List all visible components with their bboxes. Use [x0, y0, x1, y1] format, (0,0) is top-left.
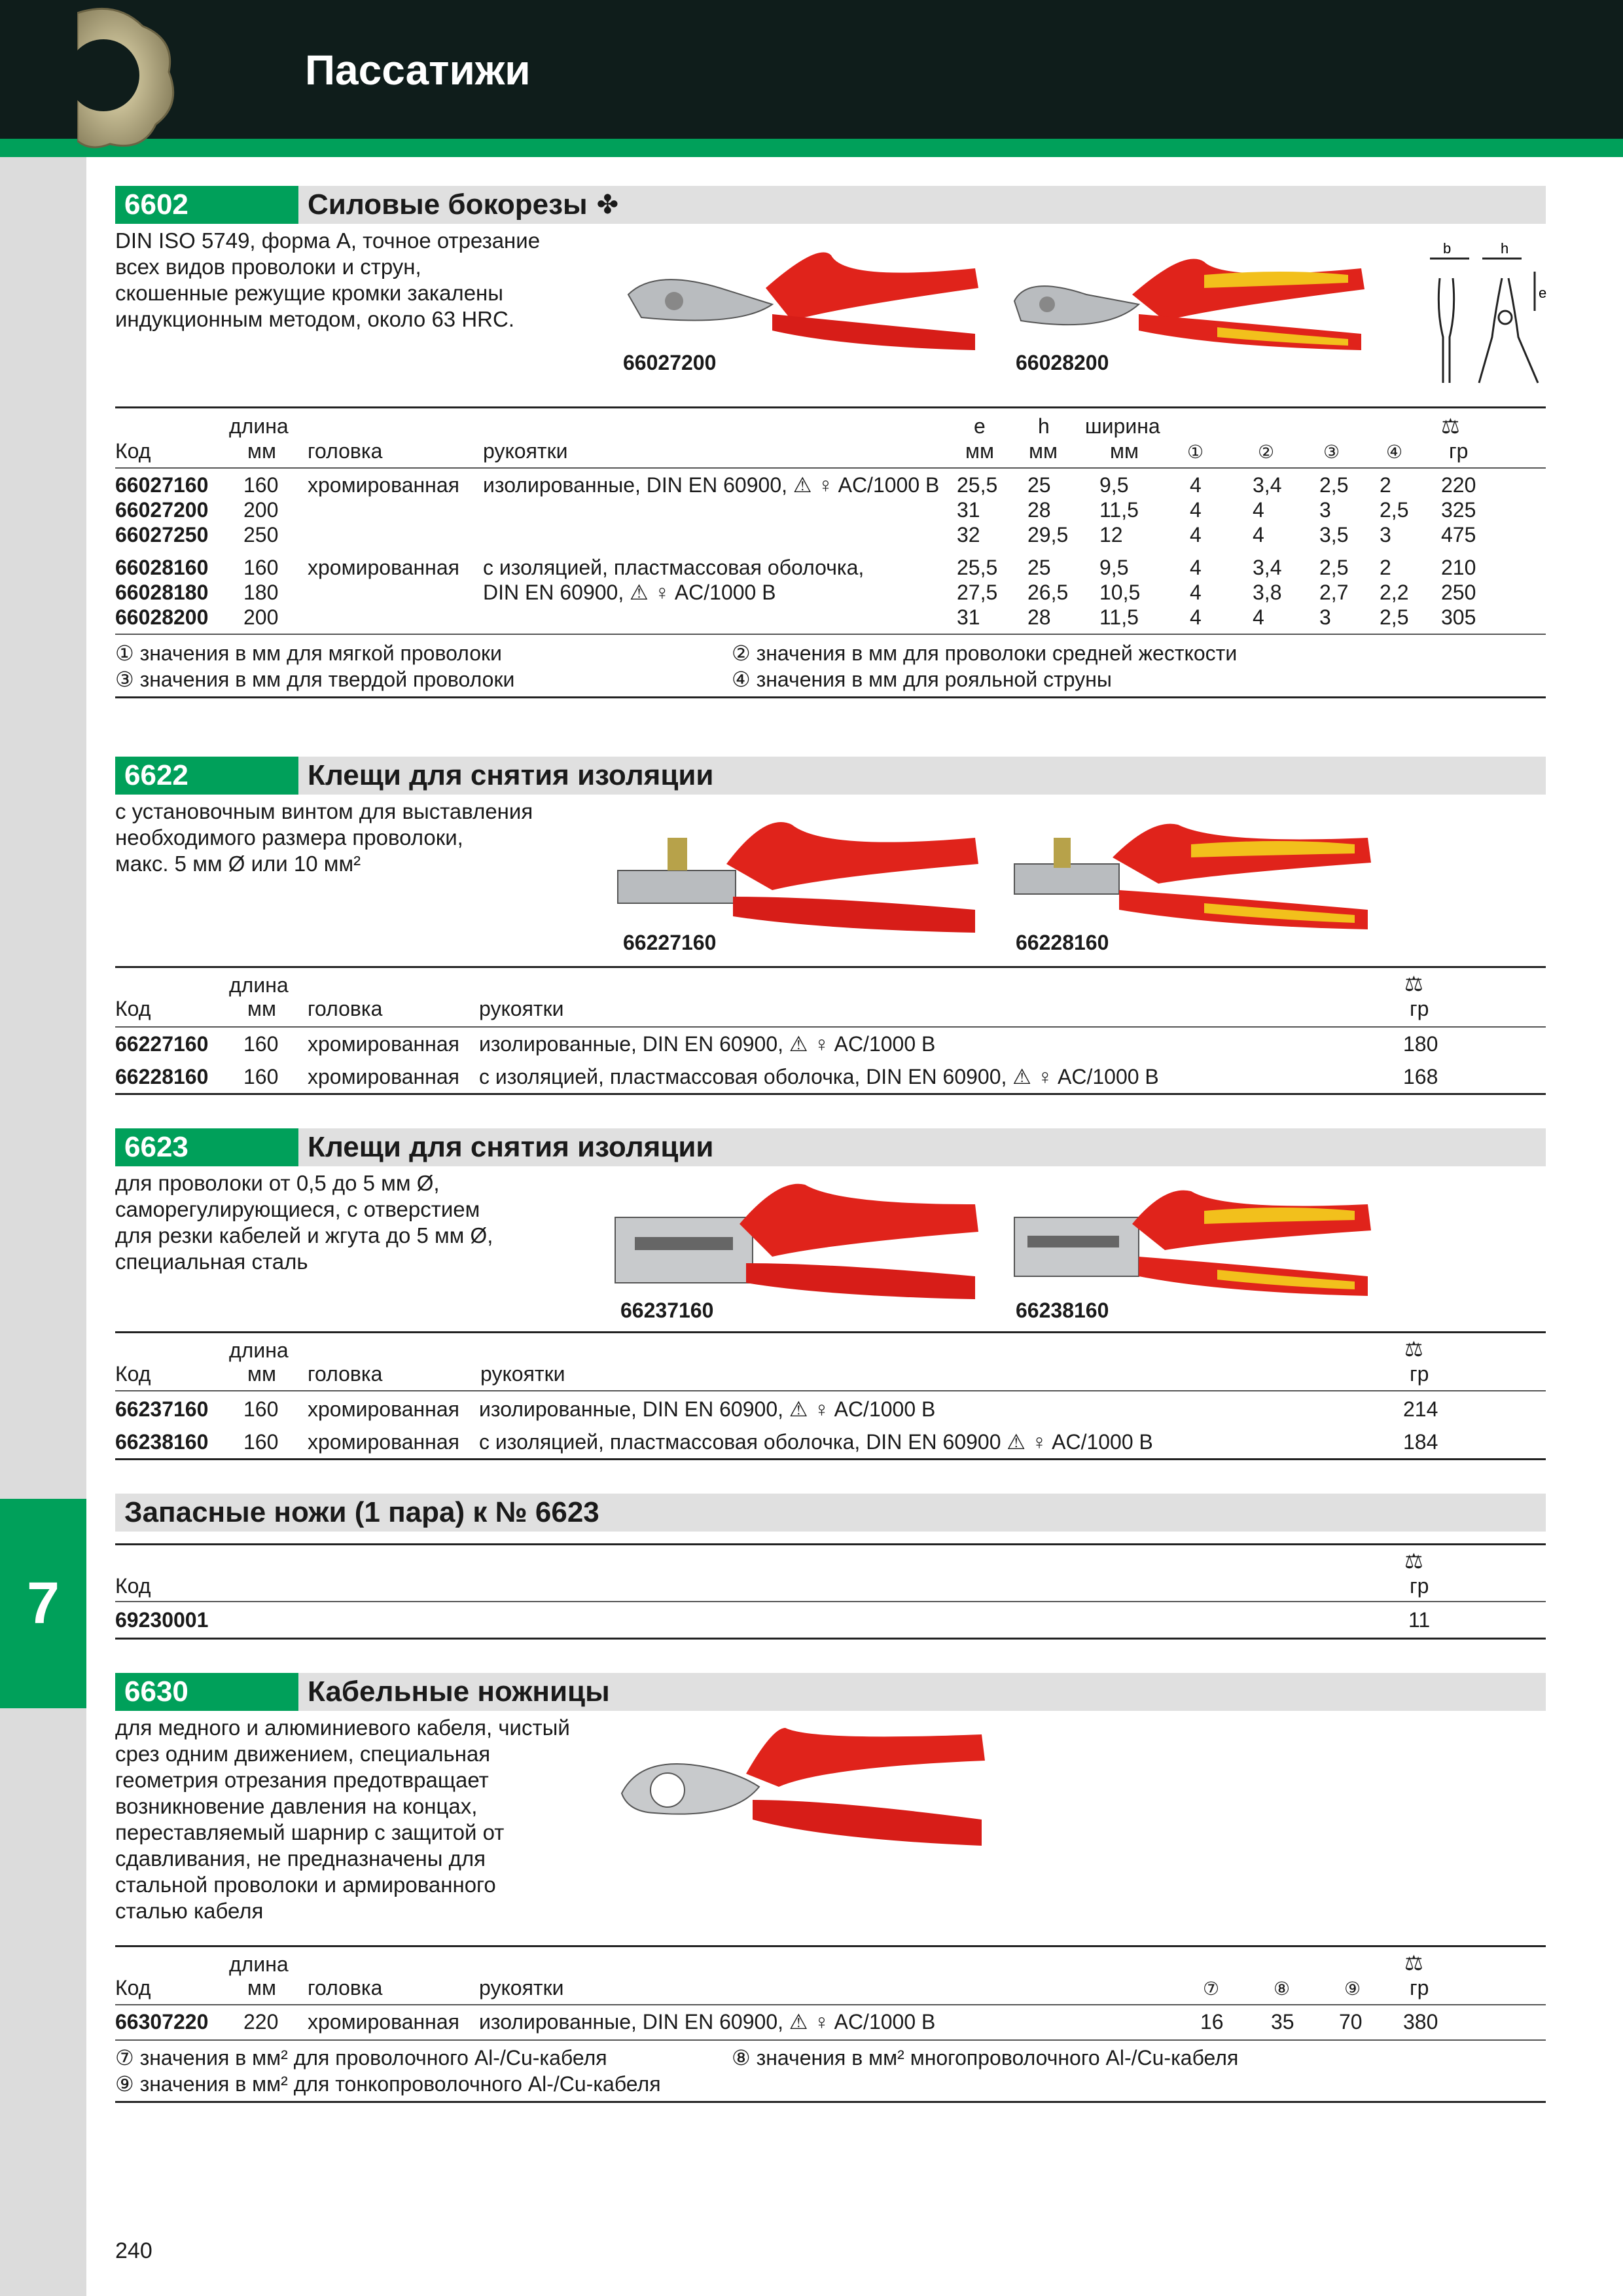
col-header-c7: ⑦: [1203, 1979, 1220, 1999]
auto-stripper-bicolor-image: [1008, 1178, 1381, 1302]
footnote: ⑦ значения в мм² для проволочного Al-/Cu-кабеля: [115, 2046, 607, 2070]
product-code-caption: 66028200: [1016, 351, 1109, 374]
product-code[interactable]: 66028180: [115, 581, 209, 604]
product-code-caption: 66237160: [620, 1299, 714, 1322]
col-header-weight: гр: [1410, 1574, 1429, 1598]
footnote: ② значения в мм для проволоки средней жесткости: [732, 641, 1238, 665]
col-header-e-mm: мм: [965, 439, 994, 463]
h-value: 25: [1027, 556, 1051, 579]
header-rule: [115, 467, 1546, 469]
col-header-c9: ⑨: [1344, 1979, 1361, 1999]
c7-value: 16: [1200, 2010, 1224, 2034]
table-bottom-rule: [115, 634, 1546, 635]
c2-value: 4: [1253, 605, 1264, 629]
section-title: [308, 186, 618, 224]
length-value: 160: [243, 1430, 279, 1454]
c1-value: 4: [1190, 556, 1202, 579]
width-value: 9,5: [1099, 556, 1129, 579]
handles-value: изолированные, DIN EN 60900, ⚠ ♀ AC/1000 В: [479, 2010, 936, 2034]
head-value: хромированная: [308, 473, 459, 497]
product-description: [115, 1170, 573, 1275]
section-number: 6602: [115, 186, 298, 224]
dim-b-label: b: [1443, 240, 1452, 257]
c2-value: 4: [1253, 523, 1264, 547]
width-value: 9,5: [1099, 473, 1129, 497]
col-header-handles: рукоятки: [479, 997, 564, 1020]
desc-line: стальной проволоки и армированного: [115, 1873, 496, 1897]
col-header-code: Код: [115, 1574, 151, 1598]
weight-value: 184: [1403, 1430, 1438, 1454]
c4-value: 2: [1380, 473, 1391, 497]
desc-line: переставляемый шарнир с защитой от: [115, 1820, 505, 1844]
desc-line: для резки кабелей и жгута до 5 мм Ø,: [115, 1223, 493, 1247]
weight-value: 220: [1441, 473, 1476, 497]
desc-line: сдавливания, не предназначены для: [115, 1846, 486, 1871]
header-rule: [115, 1390, 1546, 1391]
weight-value: 11: [1408, 1608, 1431, 1632]
length-value: 160: [243, 1065, 279, 1088]
desc-line: DIN ISO 5749, форма А, точное отрезание: [115, 228, 541, 253]
col-header-w-mm: мм: [1110, 439, 1139, 463]
col-header-e: e: [974, 414, 986, 438]
col-header-mm: мм: [247, 1362, 276, 1386]
table-top-rule: [115, 966, 1546, 968]
footnote: ① значения в мм для мягкой проволоки: [115, 641, 502, 665]
section-end-rule: [115, 2101, 1546, 2103]
h-value: 29,5: [1027, 523, 1069, 547]
weight-value: 214: [1403, 1397, 1438, 1421]
c2-value: 3,4: [1253, 556, 1282, 579]
col-header-mm: мм: [247, 997, 276, 1020]
product-code[interactable]: 66027250: [115, 523, 209, 547]
section-title: Запасные ножи (1 пара) к № 6623: [124, 1496, 599, 1528]
desc-line: возникновение давления на концах,: [115, 1794, 478, 1818]
desc-line: всех видов проволоки и струн,: [115, 255, 421, 279]
length-value: 160: [243, 1032, 279, 1056]
weight-value: 180: [1403, 1032, 1438, 1056]
head-value: хромированная: [308, 2010, 459, 2034]
weight-value: 305: [1441, 605, 1476, 629]
c3-value: 2,7: [1319, 581, 1349, 604]
page-number: 240: [115, 2238, 152, 2263]
c4-value: 3: [1380, 523, 1391, 547]
c4-value: 2,2: [1380, 581, 1409, 604]
section-title: Клещи для снятия изоляции: [308, 759, 714, 791]
table-top-rule: [115, 1331, 1546, 1333]
col-header-c3: ③: [1323, 442, 1340, 462]
col-header-weight: гр: [1410, 997, 1429, 1020]
col-header-code: Код: [115, 1362, 151, 1386]
col-header-code: Код: [115, 1976, 151, 2000]
product-code-caption: 66227160: [623, 931, 717, 954]
weight-value: 210: [1441, 556, 1476, 579]
c2-value: 3,4: [1253, 473, 1282, 497]
c3-value: 2,5: [1319, 556, 1349, 579]
head-value: хромированная: [308, 1397, 459, 1421]
footnote: ⑨ значения в мм² для тонкопроволочного Al-/Cu-кабеля: [115, 2072, 661, 2096]
cross-cut-icon: ✤: [596, 190, 619, 219]
product-description: [115, 228, 573, 332]
col-header-length: длина: [229, 1952, 289, 1976]
length-value: 160: [243, 556, 279, 579]
col-header-h-mm: мм: [1029, 439, 1058, 463]
desc-line: необходимого размера проволоки,: [115, 825, 463, 850]
c1-value: 4: [1190, 523, 1202, 547]
section-number: 6623: [115, 1128, 298, 1166]
handles-value: с изоляцией, пластмассовая оболочка, DIN EN 60900 ⚠ ♀ AC/1000 В: [479, 1430, 1153, 1454]
length-value: 160: [243, 473, 279, 497]
col-header-h: h: [1038, 414, 1050, 438]
col-header-handles: рукоятки: [480, 1362, 565, 1386]
desc-line: срез одним движением, специальная: [115, 1742, 491, 1766]
col-header-length: длина: [229, 1338, 289, 1362]
c2-value: 3,8: [1253, 581, 1282, 604]
section-number: 6630: [115, 1673, 298, 1711]
table-top-rule: [115, 406, 1546, 408]
header-rule: [115, 1026, 1546, 1028]
cable-shears-image: [615, 1715, 995, 1859]
product-code[interactable]: 66027160: [115, 473, 209, 497]
table-bottom-rule: [115, 2039, 1546, 2041]
c3-value: 2,5: [1319, 473, 1349, 497]
weight-scale-icon: ⚖: [1404, 1337, 1423, 1361]
c4-value: 2,5: [1380, 498, 1409, 522]
page-header: [0, 0, 1623, 139]
c8-value: 35: [1271, 2010, 1294, 2034]
table-top-rule: [115, 1945, 1546, 1947]
footnote: ⑧ значения в мм² многопроволочного Al-/Cu-кабеля: [732, 2046, 1239, 2070]
desc-line: для медного и алюминиевого кабеля, чистый: [115, 1715, 570, 1740]
c9-value: 70: [1339, 2010, 1363, 2034]
section-number: 6622: [115, 757, 298, 795]
dimension-diagram: [1423, 239, 1548, 389]
c1-value: 4: [1190, 605, 1202, 629]
handles-value: с изоляцией, пластмассовая оболочка,: [483, 556, 865, 579]
width-value: 10,5: [1099, 581, 1141, 604]
col-header-head: головка: [308, 439, 383, 463]
width-value: 12: [1099, 523, 1123, 547]
weight-value: 475: [1441, 523, 1476, 547]
col-header-weight: гр: [1410, 1976, 1429, 2000]
h-value: 28: [1027, 605, 1051, 629]
length-value: 220: [243, 2010, 279, 2034]
gear-logo-icon: [77, 0, 182, 152]
width-value: 11,5: [1099, 605, 1139, 629]
col-header-code: Код: [115, 439, 151, 463]
product-code[interactable]: 66227160: [115, 1032, 209, 1056]
c1-value: 4: [1190, 473, 1202, 497]
col-header-width: ширина: [1085, 414, 1160, 438]
e-value: 25,5: [957, 556, 998, 579]
header-rule: [115, 2004, 1546, 2005]
col-header-head: головка: [308, 1976, 383, 2000]
stripper-bicolor-image: [1008, 812, 1381, 936]
section-end-rule: [115, 1093, 1546, 1095]
dim-h-label: h: [1501, 240, 1509, 257]
col-header-mm: мм: [247, 1976, 276, 2000]
c3-value: 3: [1319, 605, 1331, 629]
product-description: [115, 1715, 573, 1924]
length-value: 180: [243, 581, 279, 604]
e-value: 32: [957, 523, 980, 547]
section-end-rule: [115, 696, 1546, 698]
stripper-red-image: [609, 812, 988, 936]
c1-value: 4: [1190, 498, 1202, 522]
head-value: хромированная: [308, 1065, 459, 1088]
head-value: хромированная: [308, 1430, 459, 1454]
e-value: 31: [957, 498, 980, 522]
product-code[interactable]: 69230001: [115, 1608, 209, 1632]
weight-scale-icon: ⚖: [1404, 972, 1423, 996]
head-value: хромированная: [308, 1032, 459, 1056]
header-stripe: [0, 139, 1623, 157]
e-value: 27,5: [957, 581, 998, 604]
col-header-c2: ②: [1258, 442, 1275, 462]
product-code-caption: 66238160: [1016, 1299, 1109, 1322]
page-title: Пассатижи: [305, 46, 531, 94]
col-header-c1: ①: [1187, 442, 1204, 462]
desc-line: специальная сталь: [115, 1249, 308, 1274]
desc-line: сталью кабеля: [115, 1899, 264, 1923]
cutter-bicolor-image: [1008, 242, 1374, 353]
footnote: ③ значения в мм для твердой проволоки: [115, 668, 515, 691]
weight-value: 168: [1403, 1065, 1438, 1088]
section-title: Кабельные ножницы: [308, 1676, 610, 1708]
col-header-head: головка: [308, 1362, 383, 1386]
h-value: 28: [1027, 498, 1051, 522]
dim-e-label: e: [1539, 285, 1547, 301]
section-title: Клещи для снятия изоляции: [308, 1131, 714, 1163]
e-value: 25,5: [957, 473, 998, 497]
desc-line: с установочным винтом для выставления: [115, 799, 533, 823]
c3-value: 3,5: [1319, 523, 1349, 547]
col-header-mm: мм: [247, 439, 276, 463]
table-top-rule: [115, 1543, 1546, 1545]
product-code[interactable]: 66228160: [115, 1065, 209, 1088]
product-description: [115, 798, 573, 877]
length-value: 160: [243, 1397, 279, 1421]
weight-scale-icon: ⚖: [1404, 1951, 1423, 1975]
length-value: 250: [243, 523, 279, 547]
left-gutter: [0, 0, 86, 2296]
product-code-caption: 66228160: [1016, 931, 1109, 954]
desc-line: геометрия отрезания предотвращает: [115, 1768, 489, 1792]
weight-scale-icon: ⚖: [1441, 414, 1460, 438]
col-header-length: длина: [229, 414, 289, 438]
header-rule: [115, 1601, 1546, 1602]
section-end-rule: [115, 1638, 1546, 1640]
handles-value: изолированные, DIN EN 60900, ⚠ ♀ AC/1000 В: [479, 1032, 936, 1056]
product-code[interactable]: 66237160: [115, 1397, 209, 1421]
handles-value: DIN EN 60900, ⚠ ♀ AC/1000 В: [483, 581, 776, 604]
col-header-handles: рукоятки: [483, 439, 568, 463]
chapter-tab[interactable]: 7: [0, 1499, 86, 1708]
desc-line: скошенные режущие кромки закалены: [115, 281, 503, 305]
col-header-weight: гр: [1449, 439, 1469, 463]
width-value: 11,5: [1099, 498, 1139, 522]
product-code[interactable]: 66027200: [115, 498, 209, 522]
head-value: хромированная: [308, 556, 459, 579]
handles-value: изолированные, DIN EN 60900, ⚠ ♀ AC/1000 В: [479, 1397, 936, 1421]
c4-value: 2: [1380, 556, 1391, 579]
c2-value: 4: [1253, 498, 1264, 522]
col-header-length: длина: [229, 973, 289, 997]
desc-line: саморегулирующиеся, с отверстием: [115, 1197, 480, 1221]
handles-value: изолированные, DIN EN 60900, ⚠ ♀ AC/1000 В: [483, 473, 940, 497]
h-value: 26,5: [1027, 581, 1069, 604]
c3-value: 3: [1319, 498, 1331, 522]
desc-line: индукционным методом, около 63 HRC.: [115, 307, 514, 331]
weight-value: 325: [1441, 498, 1476, 522]
col-header-code: Код: [115, 997, 151, 1020]
weight-value: 250: [1441, 581, 1476, 604]
desc-line: для проволоки от 0,5 до 5 мм Ø,: [115, 1171, 440, 1195]
length-value: 200: [243, 605, 279, 629]
product-code[interactable]: 66238160: [115, 1430, 209, 1454]
c4-value: 2,5: [1380, 605, 1409, 629]
product-code[interactable]: 66307220: [115, 2010, 209, 2034]
e-value: 31: [957, 605, 980, 629]
col-header-weight: гр: [1410, 1362, 1429, 1386]
cutter-red-image: [622, 242, 988, 353]
col-header-c4: ④: [1386, 442, 1403, 462]
desc-line: макс. 5 мм Ø или 10 мм²: [115, 852, 361, 876]
weight-scale-icon: ⚖: [1404, 1549, 1423, 1573]
col-header-c8: ⑧: [1274, 1979, 1291, 1999]
product-code-caption: 66027200: [623, 351, 717, 374]
auto-stripper-red-image: [609, 1178, 988, 1302]
section-end-rule: [115, 1458, 1546, 1460]
c1-value: 4: [1190, 581, 1202, 604]
product-code[interactable]: 66028160: [115, 556, 209, 579]
section-title-text: Силовые бокорезы: [308, 188, 588, 221]
col-header-head: головка: [308, 997, 383, 1020]
weight-value: 380: [1403, 2010, 1438, 2034]
footnote: ④ значения в мм для рояльной струны: [732, 668, 1112, 691]
handles-value: с изоляцией, пластмассовая оболочка, DIN EN 60900, ⚠ ♀ AC/1000 В: [479, 1065, 1159, 1088]
length-value: 200: [243, 498, 279, 522]
col-header-handles: рукоятки: [479, 1976, 564, 2000]
product-code[interactable]: 66028200: [115, 605, 209, 629]
h-value: 25: [1027, 473, 1051, 497]
